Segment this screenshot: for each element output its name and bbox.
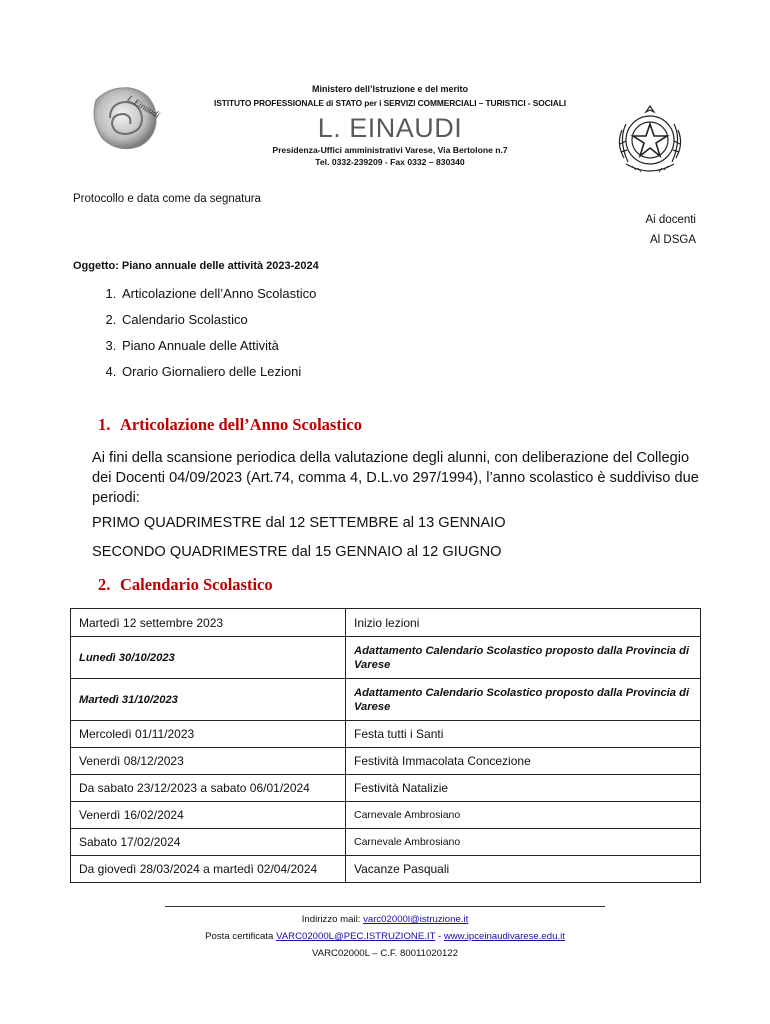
table-row — [71, 802, 701, 829]
footer-divider — [165, 906, 605, 907]
index-item: 1. Articolazione dell’Anno Scolastico — [120, 285, 316, 311]
table-row — [71, 679, 701, 721]
calendar-date: Sabato 17/02/2024 — [71, 829, 346, 856]
calendar-date: Venerdì 16/02/2024 — [71, 802, 346, 829]
section-2-title — [98, 575, 273, 595]
section-1-number: 1. — [98, 415, 111, 434]
calendar-event: Carnevale Ambrosiano — [346, 802, 701, 829]
calendar-event: Festività Immacolata Concezione — [346, 748, 701, 775]
school-address: Presidenza-Uffici amministrativi Varese, Via Bertolone n.7 — [272, 145, 508, 155]
index-item: 3. Piano Annuale delle Attività — [120, 337, 316, 363]
protocol-note: Protocollo e data come da segnatura — [73, 193, 261, 205]
calendar-event: Vacanze Pasquali — [346, 856, 701, 883]
school-logo — [88, 80, 162, 154]
calendar-date: Lunedì 30/10/2023 — [71, 637, 346, 679]
calendar-event: Inizio lezioni — [346, 609, 701, 637]
first-period: PRIMO QUADRIMESTRE dal 12 SETTEMBRE al 13 GENNAIO — [92, 515, 506, 531]
section-2-number: 2. — [98, 575, 111, 594]
calendar-date: Venerdì 08/12/2023 — [71, 748, 346, 775]
section-1-paragraph: Ai fini della scansione periodica della valutazione degli alunni, con deliberazione del Collegio dei Docenti 04/09/2023 (Art.74, comma 4, D.L.vo 297/1994), l’anno scolastico è suddiviso due periodi: — [92, 450, 699, 506]
section-2-heading: Calendario Scolastico — [120, 575, 273, 594]
table-row — [71, 775, 701, 802]
republic-emblem — [612, 100, 688, 178]
footer-mail-label: Indirizzo mail: — [301, 914, 361, 925]
ministry-line: Ministero dell’Istruzione e del merito — [311, 84, 469, 94]
footer-pec-label: Posta certificata — [205, 931, 274, 942]
table-row — [71, 609, 701, 637]
calendar-date: Martedì 12 settembre 2023 — [71, 609, 346, 637]
index-item: 2. Calendario Scolastico — [120, 311, 316, 337]
footer-mail-link[interactable]: varc02000l@istruzione.it — [363, 914, 469, 925]
calendar-event: Festività Natalizie — [346, 775, 701, 802]
table-row — [71, 856, 701, 883]
section-1-heading: Articolazione dell’Anno Scolastico — [120, 415, 362, 434]
footer-pec-link[interactable]: VARC02000L@PEC.ISTRUZIONE.IT — [276, 931, 436, 942]
calendar-event: Festa tutti i Santi — [346, 721, 701, 748]
institute-line: ISTITUTO PROFESSIONALE di STATO per i SERVIZI COMMERCIALI – TURISTICI - SOCIALI — [214, 98, 566, 108]
subject-text: Piano annuale delle attività 2023-2024 — [121, 260, 319, 272]
logo-text: L.Einaudi — [125, 93, 162, 120]
footer-code: VARC02000L – C.F. 80011020122 — [312, 948, 458, 959]
recipient-dsga: Al DSGA — [649, 234, 696, 246]
calendar-event: Carnevale Ambrosiano — [346, 829, 701, 856]
index-item: 4. Orario Giornaliero delle Lezioni — [120, 363, 316, 389]
calendar-event: Adattamento Calendario Scolastico proposto dalla Provincia di Varese — [346, 679, 701, 721]
footer-mail-line — [0, 914, 770, 925]
footer-website-link[interactable]: www.ipceinaudivarese.edu.it — [443, 931, 565, 942]
table-row — [71, 748, 701, 775]
calendar-date: Mercoledì 01/11/2023 — [71, 721, 346, 748]
calendar-date: Da sabato 23/12/2023 a sabato 06/01/2024 — [71, 775, 346, 802]
calendar-event: Adattamento Calendario Scolastico proposto dalla Provincia di Varese — [346, 637, 701, 679]
footer-separator: - — [437, 931, 442, 942]
school-phone: Tel. 0332-239209 - Fax 0332 – 830340 — [315, 157, 465, 167]
recipients — [645, 210, 696, 250]
table-row — [71, 829, 701, 856]
second-period: SECONDO QUADRIMESTRE dal 15 GENNAIO al 12 GIUGNO — [92, 544, 502, 560]
footer-pec-line — [0, 931, 770, 942]
subject-line — [73, 260, 319, 272]
section-1-title — [98, 415, 362, 435]
school-name: L. EINAUDI — [317, 113, 463, 143]
calendar-table — [70, 608, 701, 883]
subject-label: Oggetto: — [73, 260, 119, 272]
index-list — [80, 285, 316, 389]
table-row — [71, 637, 701, 679]
table-row — [71, 721, 701, 748]
calendar-date: Martedì 31/10/2023 — [71, 679, 346, 721]
calendar-date: Da giovedì 28/03/2024 a martedì 02/04/2024 — [71, 856, 346, 883]
recipient-teachers: Ai docenti — [645, 214, 696, 226]
